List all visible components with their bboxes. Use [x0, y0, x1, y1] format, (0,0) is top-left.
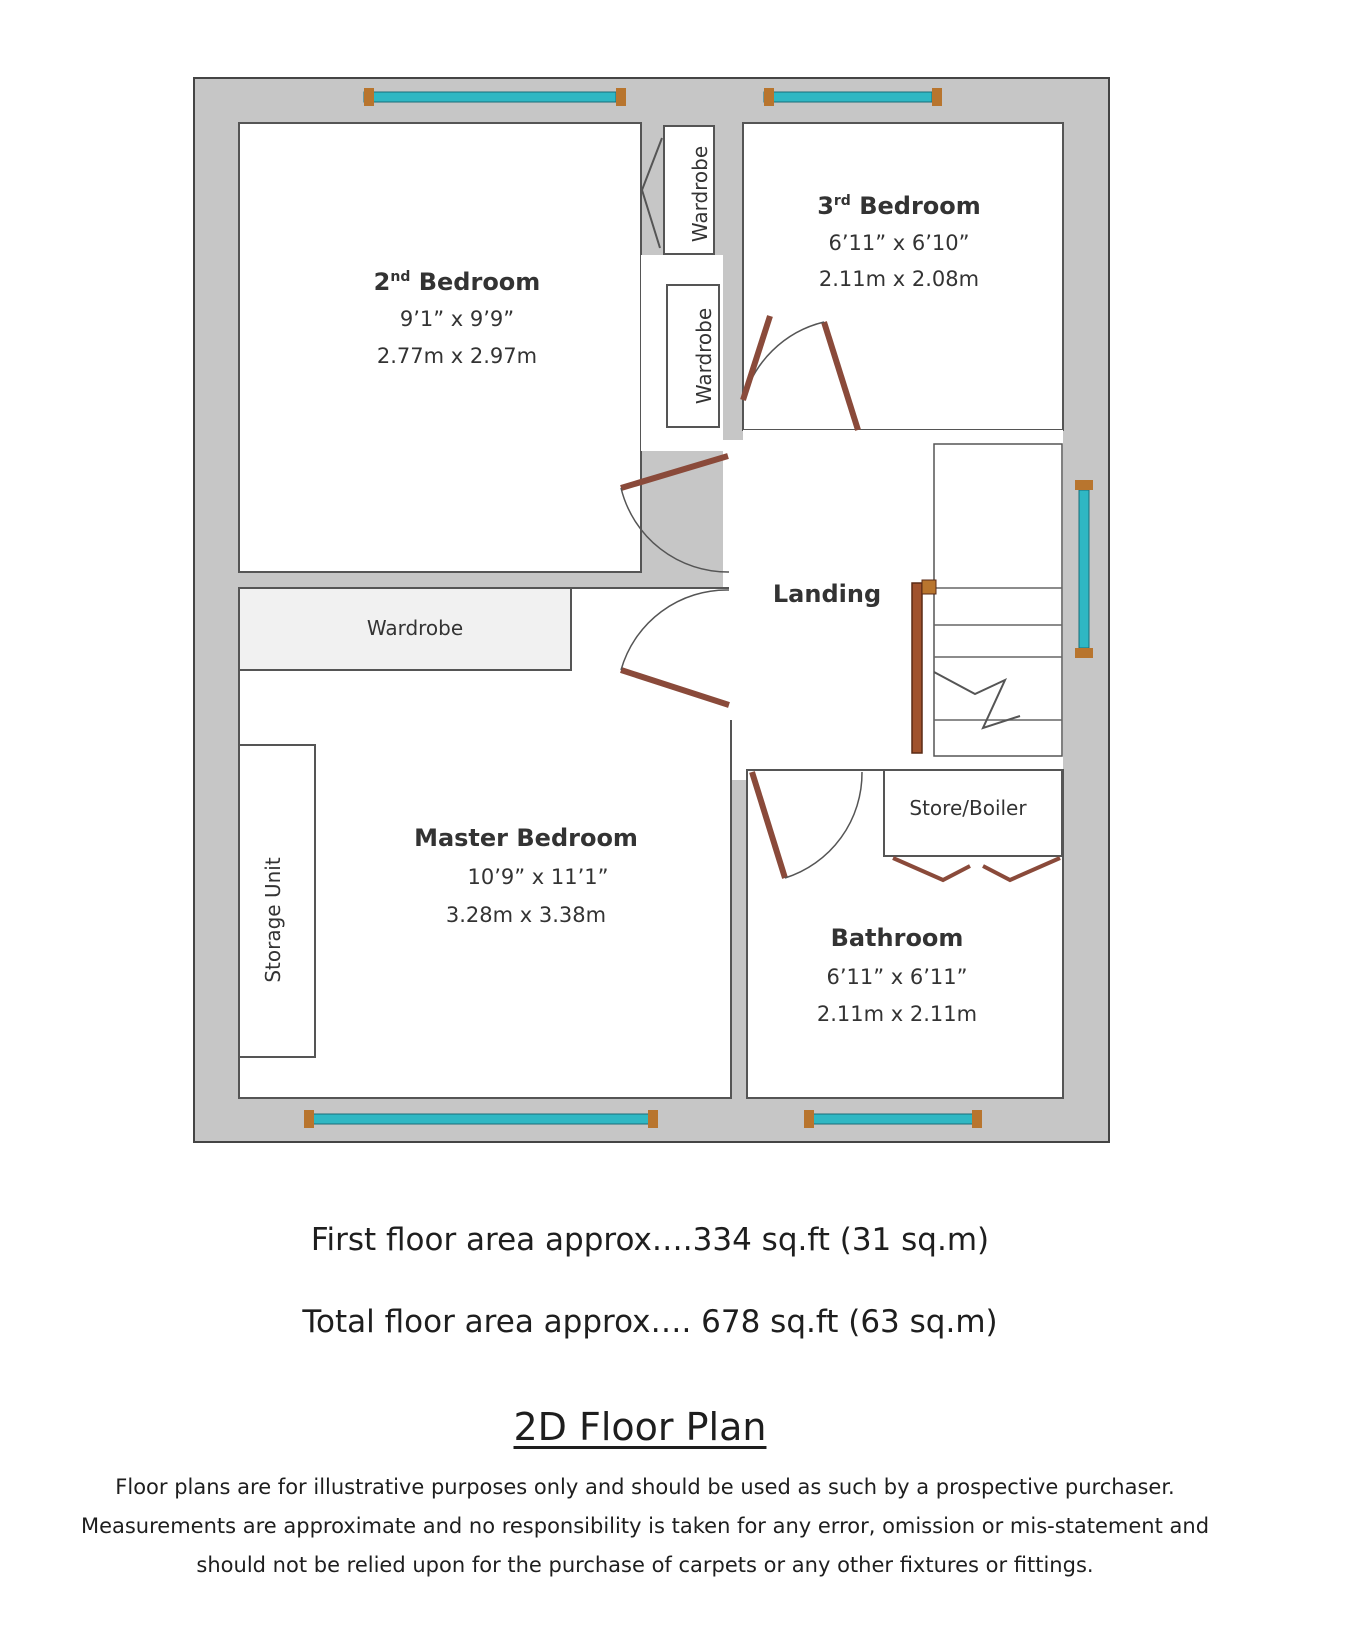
bathroom-metric: 2.11m x 2.11m — [816, 1002, 978, 1026]
master-name: Master Bedroom — [414, 824, 638, 852]
bedroom2-imperial: 9’1” x 9’9” — [399, 307, 515, 331]
master-wardrobe-label: Wardrobe — [366, 616, 464, 640]
first-floor-area: First floor area approx….334 sq.ft (31 sq.m) — [310, 1222, 990, 1258]
page-title: 2D Floor Plan — [513, 1405, 767, 1449]
stair-well — [934, 444, 1062, 756]
disclaimer-line: should not be relied upon for the purchase of carpets or any other fixtures or fittings. — [196, 1553, 1094, 1577]
master-metric: 3.28m x 3.38m — [445, 903, 607, 927]
bedroom2-name: 2nd Bedroom — [373, 268, 541, 296]
bedroom2-metric: 2.77m x 2.97m — [376, 344, 538, 368]
disclaimer-line: Measurements are approximate and no responsibility is taken for any error, omission or mis-statement and — [80, 1514, 1210, 1538]
bedroom3-metric: 2.11m x 2.08m — [818, 267, 980, 291]
storage-unit-label: Storage Unit — [261, 857, 285, 983]
wardrobe-lower-label: Wardrobe — [692, 307, 716, 405]
landing-name: Landing — [772, 580, 882, 608]
stair-newel-post — [922, 580, 936, 594]
bedroom3-name: 3rd Bedroom — [817, 192, 981, 220]
stair-banister — [912, 583, 922, 753]
bathroom-name: Bathroom — [830, 924, 964, 952]
bedroom3-imperial: 6’11” x 6’10” — [828, 231, 970, 255]
store-boiler-label: Store/Boiler — [909, 796, 1027, 820]
disclaimer — [0, 1468, 1290, 1585]
disclaimer-line: Floor plans are for illustrative purposes only and should be used as such by a prospective purchaser. — [115, 1475, 1175, 1499]
total-floor-area: Total floor area approx…. 678 sq.ft (63 sq.m) — [302, 1304, 998, 1340]
wardrobe-upper-label: Wardrobe — [688, 145, 712, 243]
landing-link — [729, 572, 759, 720]
master-imperial: 10’9” x 11’1” — [467, 865, 609, 889]
bathroom-imperial: 6’11” x 6’11” — [826, 965, 968, 989]
